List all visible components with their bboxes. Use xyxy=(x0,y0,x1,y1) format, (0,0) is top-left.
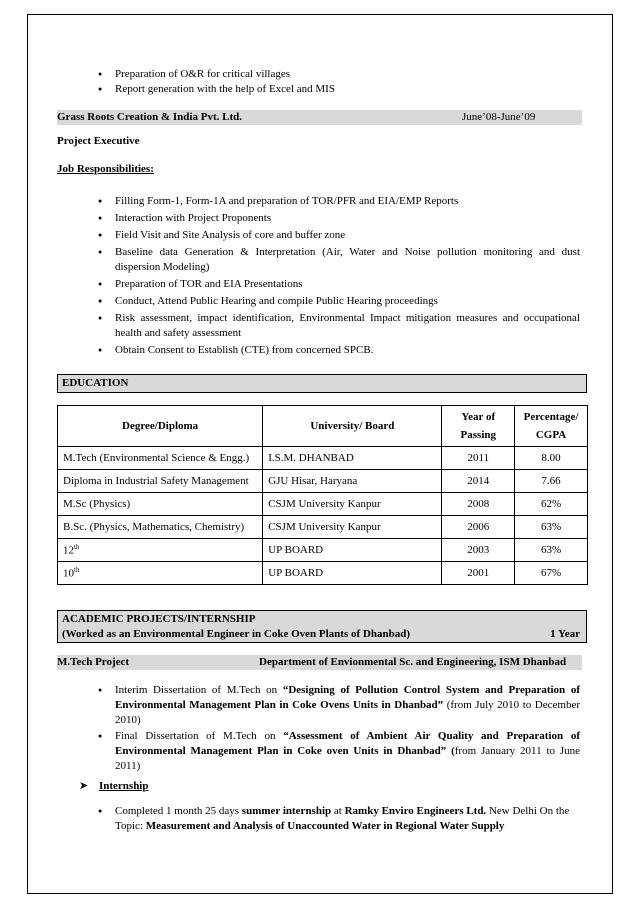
cell-score: 67% xyxy=(515,562,588,585)
cell-board: UP BOARD xyxy=(263,562,442,585)
table-row xyxy=(58,562,588,585)
list-item: ● Interaction with Project Proponents xyxy=(115,211,580,226)
cell-score: 63% xyxy=(515,516,588,539)
table-row xyxy=(58,493,588,516)
header-board: University/ Board xyxy=(263,406,442,447)
header-percentage: Percentage/ CGPA xyxy=(515,406,588,447)
academic-duration: 1 Year xyxy=(550,628,580,640)
internship-list xyxy=(115,804,585,834)
cell-year: 2001 xyxy=(442,562,515,585)
cell-degree: Diploma in Industrial Safety Management xyxy=(58,470,263,493)
list-item: ● Risk assessment, impact identification, Environmental Impact mitigation measures and occupational health and safety assessment xyxy=(115,311,580,341)
academic-heading-box xyxy=(57,610,587,643)
list-item: ● Field Visit and Site Analysis of core and buffer zone xyxy=(115,228,580,243)
project-bar xyxy=(57,655,582,670)
list-item: ● Obtain Consent to Establish (CTE) from concerned SPCB. xyxy=(115,343,580,358)
cell-year: 2003 xyxy=(442,539,515,562)
cell-board: UP BOARD xyxy=(263,539,442,562)
cell-year: 2011 xyxy=(442,447,515,470)
list-item: ● Final Dissertation of M.Tech on “Assessment of Ambient Air Quality and Preparation of Environmental Management Plan in Coke oven Units in Dhanbad” (from January 2011 to June 2011) xyxy=(115,729,580,774)
list-item: ● Preparation of O&R for critical villages xyxy=(115,67,585,82)
cell-year: 2008 xyxy=(442,493,515,516)
cell-degree: 12th xyxy=(58,539,263,562)
job-title: Project Executive xyxy=(57,135,140,147)
cell-board: CSJM University Kanpur xyxy=(263,516,442,539)
cell-score: 7.66 xyxy=(515,470,588,493)
list-item: ● Interim Dissertation of M.Tech on “Designing of Pollution Control System and Preparation of Environmental Management Plan in Coke Ovens Units in Dhanbad” (from July 2010 to December 2010) xyxy=(115,683,580,728)
header-degree: Degree/Diploma xyxy=(58,406,263,447)
cell-score: 8.00 xyxy=(515,447,588,470)
cell-degree: B.Sc. (Physics, Mathematics, Chemistry) xyxy=(58,516,263,539)
table-row xyxy=(58,470,588,493)
header-year: Year of Passing xyxy=(442,406,515,447)
arrow-bullet-icon: ➤ xyxy=(79,780,89,792)
cell-degree: M.Tech (Environmental Science & Engg.) xyxy=(58,447,263,470)
employment-period: June’08-June’09 xyxy=(462,111,536,123)
list-item: ● Conduct, Attend Public Hearing and compile Public Hearing proceedings xyxy=(115,294,580,309)
internship-heading-row xyxy=(79,779,149,792)
project-label: M.Tech Project xyxy=(57,656,130,668)
internship-heading: Internship xyxy=(98,780,149,792)
table-header-row xyxy=(58,406,588,447)
company-name: Grass Roots Creation & India Pvt. Ltd. xyxy=(57,111,242,123)
cell-board: I.S.M. DHANBAD xyxy=(263,447,442,470)
education-heading: EDUCATION xyxy=(57,374,587,393)
education-table xyxy=(57,405,588,585)
table-row xyxy=(58,516,588,539)
list-item: ● Baseline data Generation & Interpretation (Air, Water and Noise pollution monitoring and dust dispersion Modeling) xyxy=(115,245,580,275)
list-item: ● Filling Form-1, Form-1A and preparation of TOR/PFR and EIA/EMP Reports xyxy=(115,194,580,209)
employer-bar xyxy=(57,110,582,125)
list-item: ● Preparation of TOR and EIA Presentations xyxy=(115,277,580,292)
cell-year: 2006 xyxy=(442,516,515,539)
responsibilities-heading: Job Responsibilities: xyxy=(57,163,154,175)
cell-score: 62% xyxy=(515,493,588,516)
cell-degree: 10th xyxy=(58,562,263,585)
cell-board: GJU Hisar, Haryana xyxy=(263,470,442,493)
list-item: ● Report generation with the help of Excel and MIS xyxy=(115,82,585,97)
list-item: ● Completed 1 month 25 days summer internship at Ramky Enviro Engineers Ltd. New Delhi On the Topic: Measurement and Analysis of Unaccounted Water in Regional Water Supply xyxy=(115,804,585,834)
cell-score: 63% xyxy=(515,539,588,562)
top-bullet-list xyxy=(115,67,585,97)
project-list xyxy=(115,683,580,774)
cell-board: CSJM University Kanpur xyxy=(263,493,442,516)
responsibilities-list xyxy=(115,194,580,358)
table-row xyxy=(58,447,588,470)
cell-year: 2014 xyxy=(442,470,515,493)
table-row xyxy=(58,539,588,562)
academic-subheading: (Worked as an Environmental Engineer in Coke Oven Plants of Dhanbad) xyxy=(62,628,410,640)
project-department: Department of Envionmental Sc. and Engineering, ISM Dhanbad xyxy=(259,656,567,668)
academic-heading: ACADEMIC PROJECTS/INTERNSHIP xyxy=(62,613,256,625)
cell-degree: M.Sc (Physics) xyxy=(58,493,263,516)
